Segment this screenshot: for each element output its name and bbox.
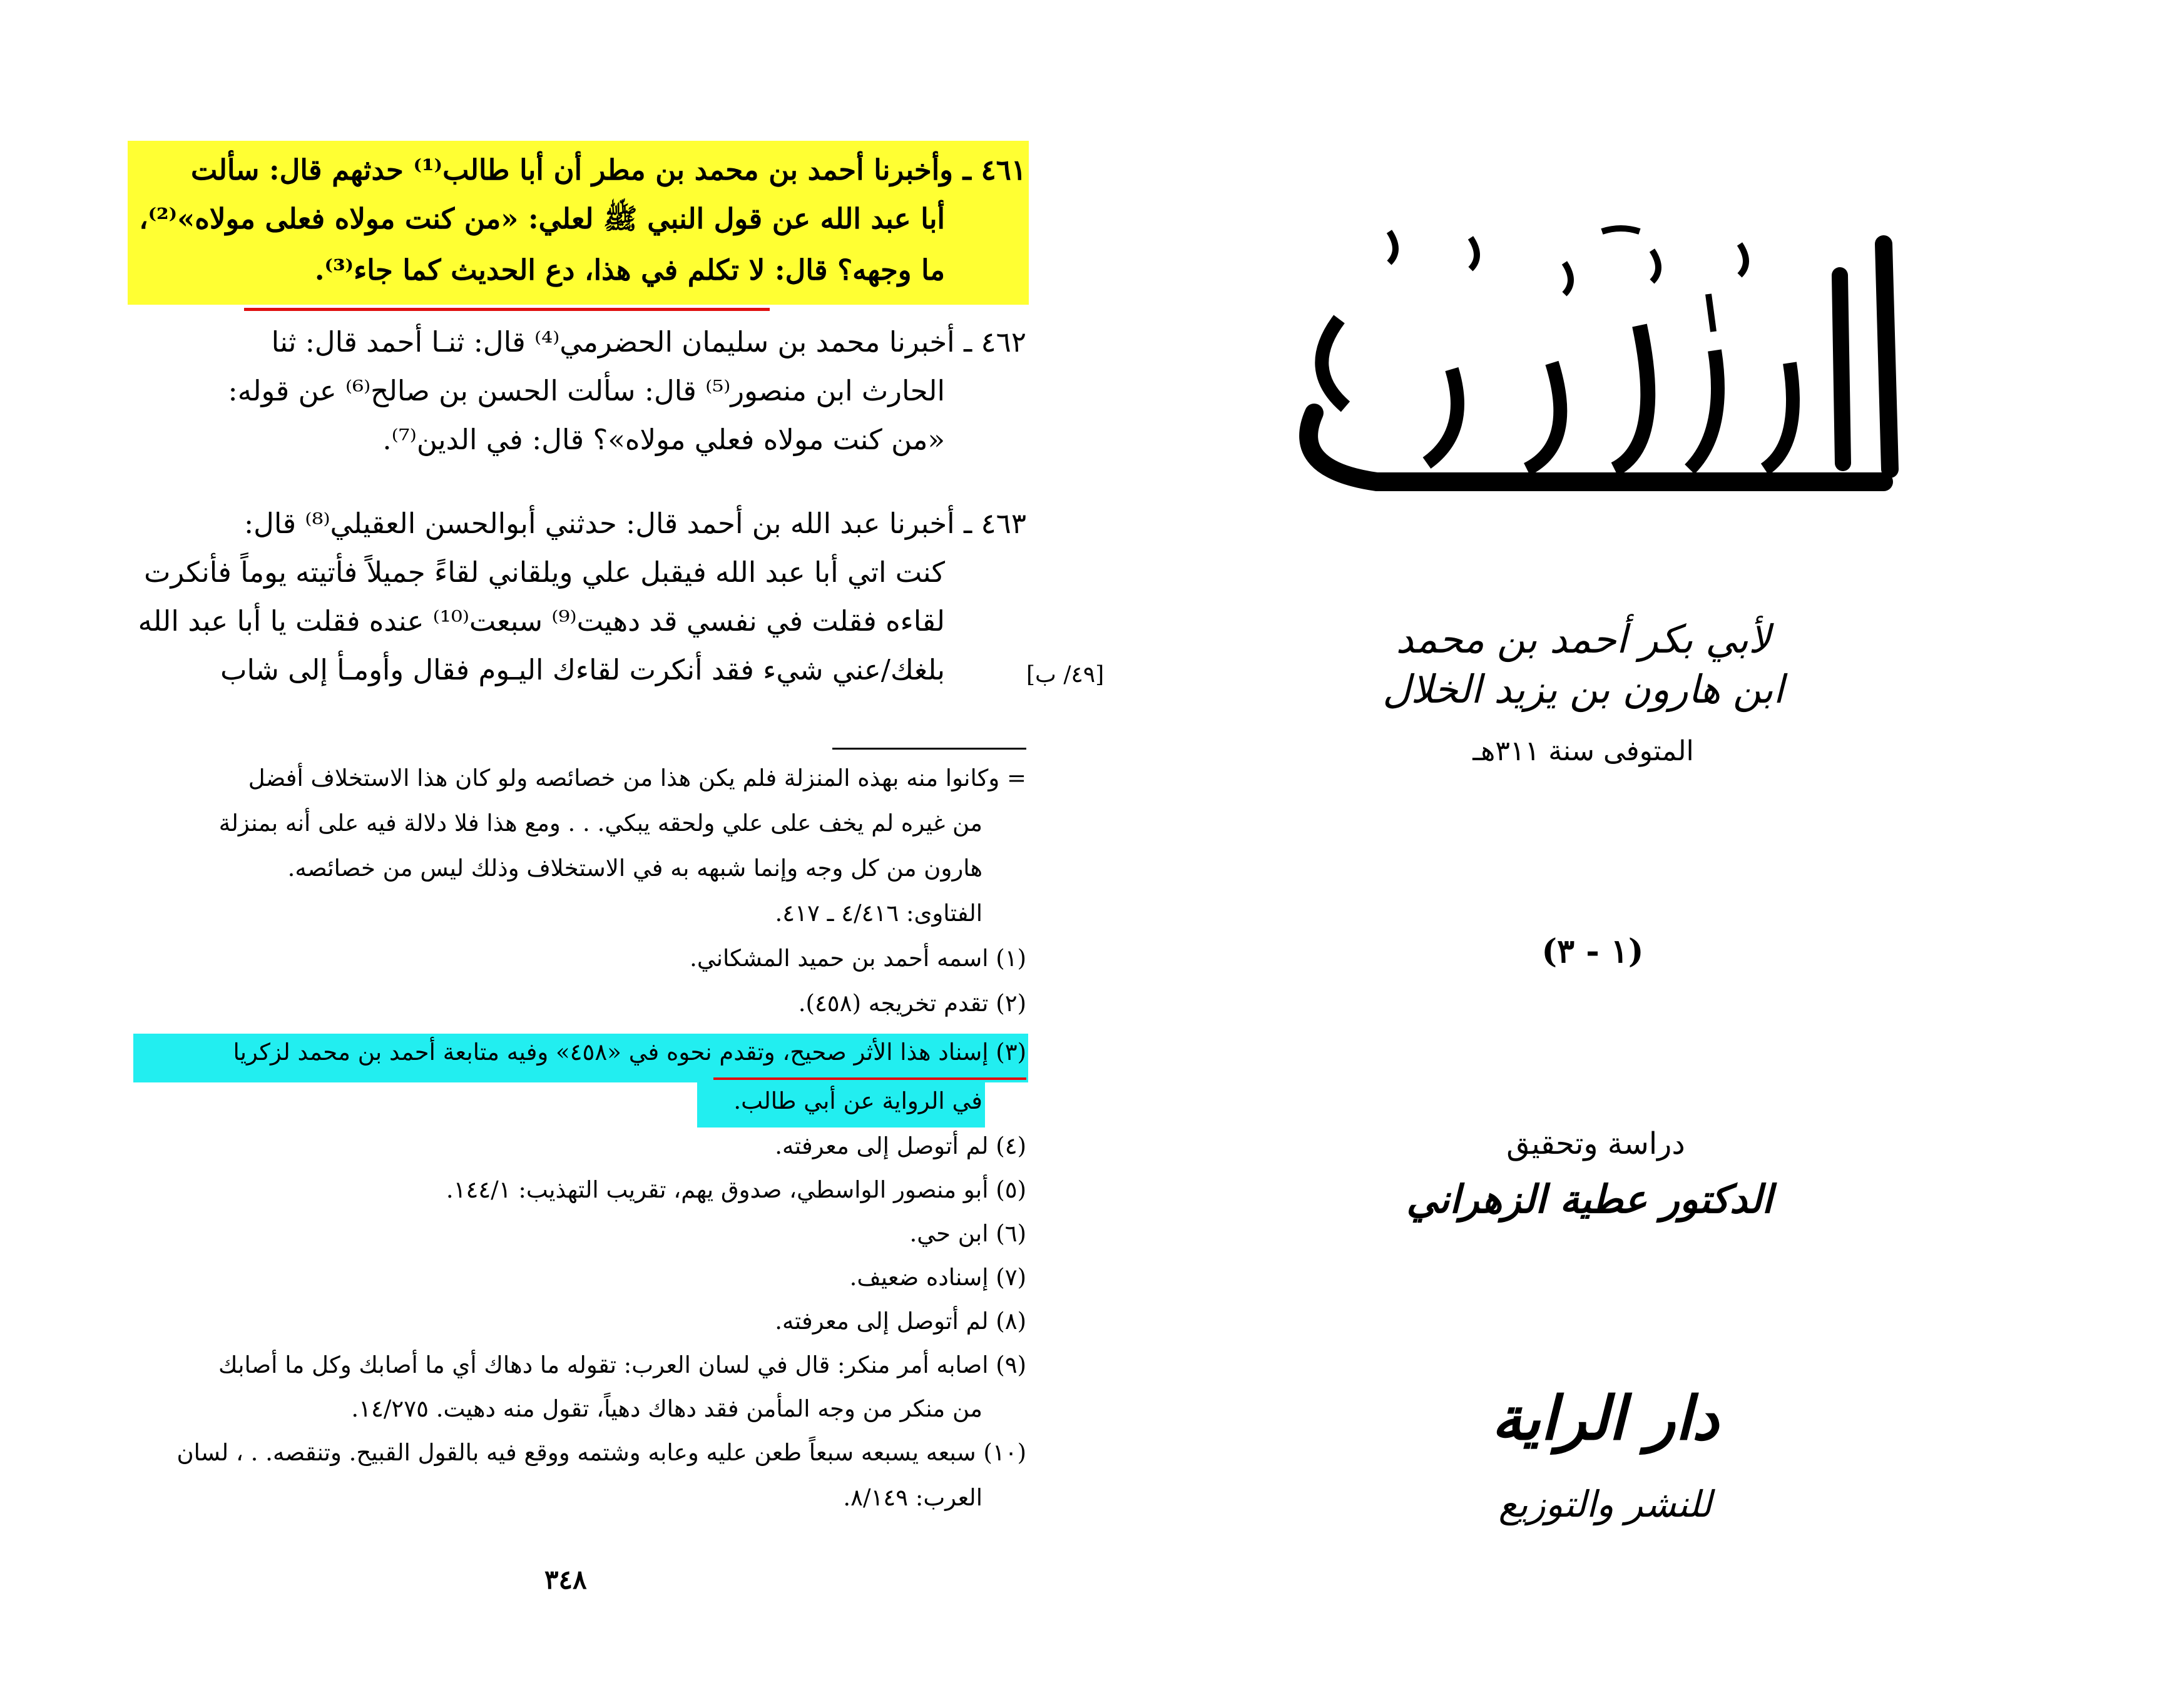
author-line-1: لأبي بكر أحمد بن محمد	[1396, 616, 1771, 662]
footnote-line: هارون من كل وجه وإنما شبهه به في الاستخلاف وذلك ليس من خصائصه.	[287, 855, 982, 882]
book-title-calligraphy	[1264, 206, 1940, 507]
hadith-line: ٤٦٢ ـ أخبرنا محمد بن سليمان الحضرمي⁽⁴⁾ قال: ثنـا أحمد قال: ثنا	[271, 325, 1026, 359]
footnote-line: (٤) لم أتوصل إلى معرفته.	[775, 1133, 1026, 1159]
underline-footnote-3-isnad	[713, 1077, 1026, 1080]
footnote-line: (٩) اصابه أمر منكر: قال في لسان العرب: تقوله ما دهاك أي ما أصابك وكل ما أصابك	[218, 1351, 1026, 1378]
editor-name: الدكتور عطية الزهراني	[1406, 1176, 1773, 1222]
footnote-line: (٥) أبو منصور الواسطي، صدوق يهم، تقريب التهذيب: ١٤٤/١.	[446, 1176, 1026, 1203]
footnote-line: من منكر من وجه المأمن فقد دهاك دهياً، تقول منه دهيت. ١٤/٢٧٥.	[351, 1395, 982, 1422]
footnote-line: = وكانوا منه بهذه المنزلة فلم يكن هذا من خصائصه ولو كان هذا الاستخلاف أفضل	[248, 765, 1026, 792]
author-line-2: ابن هارون بن يزيد الخلال	[1382, 666, 1784, 712]
hadith-line: أبا عبد الله عن قول النبي ﷺ لعلي: «من كنت مولاه فعلى مولاه»⁽²⁾،	[139, 202, 945, 235]
hadith-line: ٤٦١ ـ وأخبرنا أحمد بن محمد بن مطر أن أبا طالب⁽¹⁾ حدثهم قال: سألت	[191, 153, 1026, 186]
publisher-subtitle: للنشر والتوزيع	[1498, 1483, 1712, 1525]
footnote-line: (٧) إسناده ضعيف.	[849, 1264, 1026, 1291]
footnote-divider	[832, 748, 1026, 750]
footnote-line: (٣) إسناد هذا الأثر صحيح، وتقدم نحوه في «٤٥٨» وفيه متابعة أحمد بن محمد لزكريا	[233, 1039, 1026, 1066]
footnote-line: العرب: ٨/١٤٩.	[843, 1484, 982, 1511]
publisher-name: دار الراية	[1491, 1383, 1719, 1453]
page-number: ٣٤٨	[544, 1564, 587, 1595]
death-date: المتوفى سنة ٣١١هـ	[1472, 735, 1694, 767]
footnote-line: (١٠) سبعه يسبعه سبعاً طعن عليه وعابه وشتمه ووقع فيه بالقول القبيح. وتنقصه. . ، لسان	[176, 1439, 1026, 1466]
volumes-label: (١ - ٣)	[1541, 932, 1644, 970]
underline-hadith-461-quote	[244, 308, 770, 311]
hadith-line: ٤٦٣ ـ أخبرنا عبد الله بن أحمد قال: حدثني أبوالحسن العقيلي⁽⁸⁾ قال:	[244, 507, 1026, 540]
footnote-line: (٨) لم أتوصل إلى معرفته.	[775, 1308, 1026, 1335]
hadith-line: «من كنت مولاه فعلي مولاه»؟ قال: في الدين⁽⁷⁾.	[382, 423, 945, 456]
hadith-line: الحارث ابن منصور⁽⁵⁾ قال: سألت الحسن بن صالح⁽⁶⁾ عن قوله:	[228, 374, 945, 407]
hadith-line: بلغك/عني شيء فقد أنكرت لقاءك اليـوم فقال وأومـأ إلى شاب	[220, 653, 945, 686]
footnote-line: من غيره لم يخف على علي ولحقه يبكي. . . ومع هذا فلا دلالة فيه على أنه بمنزلة	[218, 810, 982, 837]
footnote-line: في الرواية عن أبي طالب.	[733, 1087, 982, 1114]
hadith-line: كنت اتي أبا عبد الله فيقبل علي ويلقاني لقاءً جميلاً فأتيته يوماً فأنكرت	[144, 556, 945, 589]
footnote-line: (٢) تقدم تخريجه (٤٥٨).	[798, 990, 1026, 1017]
manuscript-folio-ref: [٤٩/ ب]	[1026, 662, 1105, 688]
footnote-line: الفتاوى: ٤/٤١٦ ـ ٤١٧.	[775, 900, 982, 927]
hadith-line: ما وجهه؟ قال: لا تكلم في هذا، دع الحديث كما جاء⁽³⁾.	[314, 253, 945, 287]
hadith-line: لقاءه فقلت في نفسي قد دهيت⁽⁹⁾ سبعت⁽¹⁰⁾ عنده فقلت يا أبا عبد الله	[138, 604, 945, 638]
footnote-line: (١) اسمه أحمد بن حميد المشكاني.	[690, 945, 1026, 972]
footnote-line: (٦) ابن حي.	[909, 1220, 1026, 1247]
study-label: دراسة وتحقيق	[1506, 1126, 1685, 1161]
publisher-logo	[1471, 1377, 1740, 1564]
